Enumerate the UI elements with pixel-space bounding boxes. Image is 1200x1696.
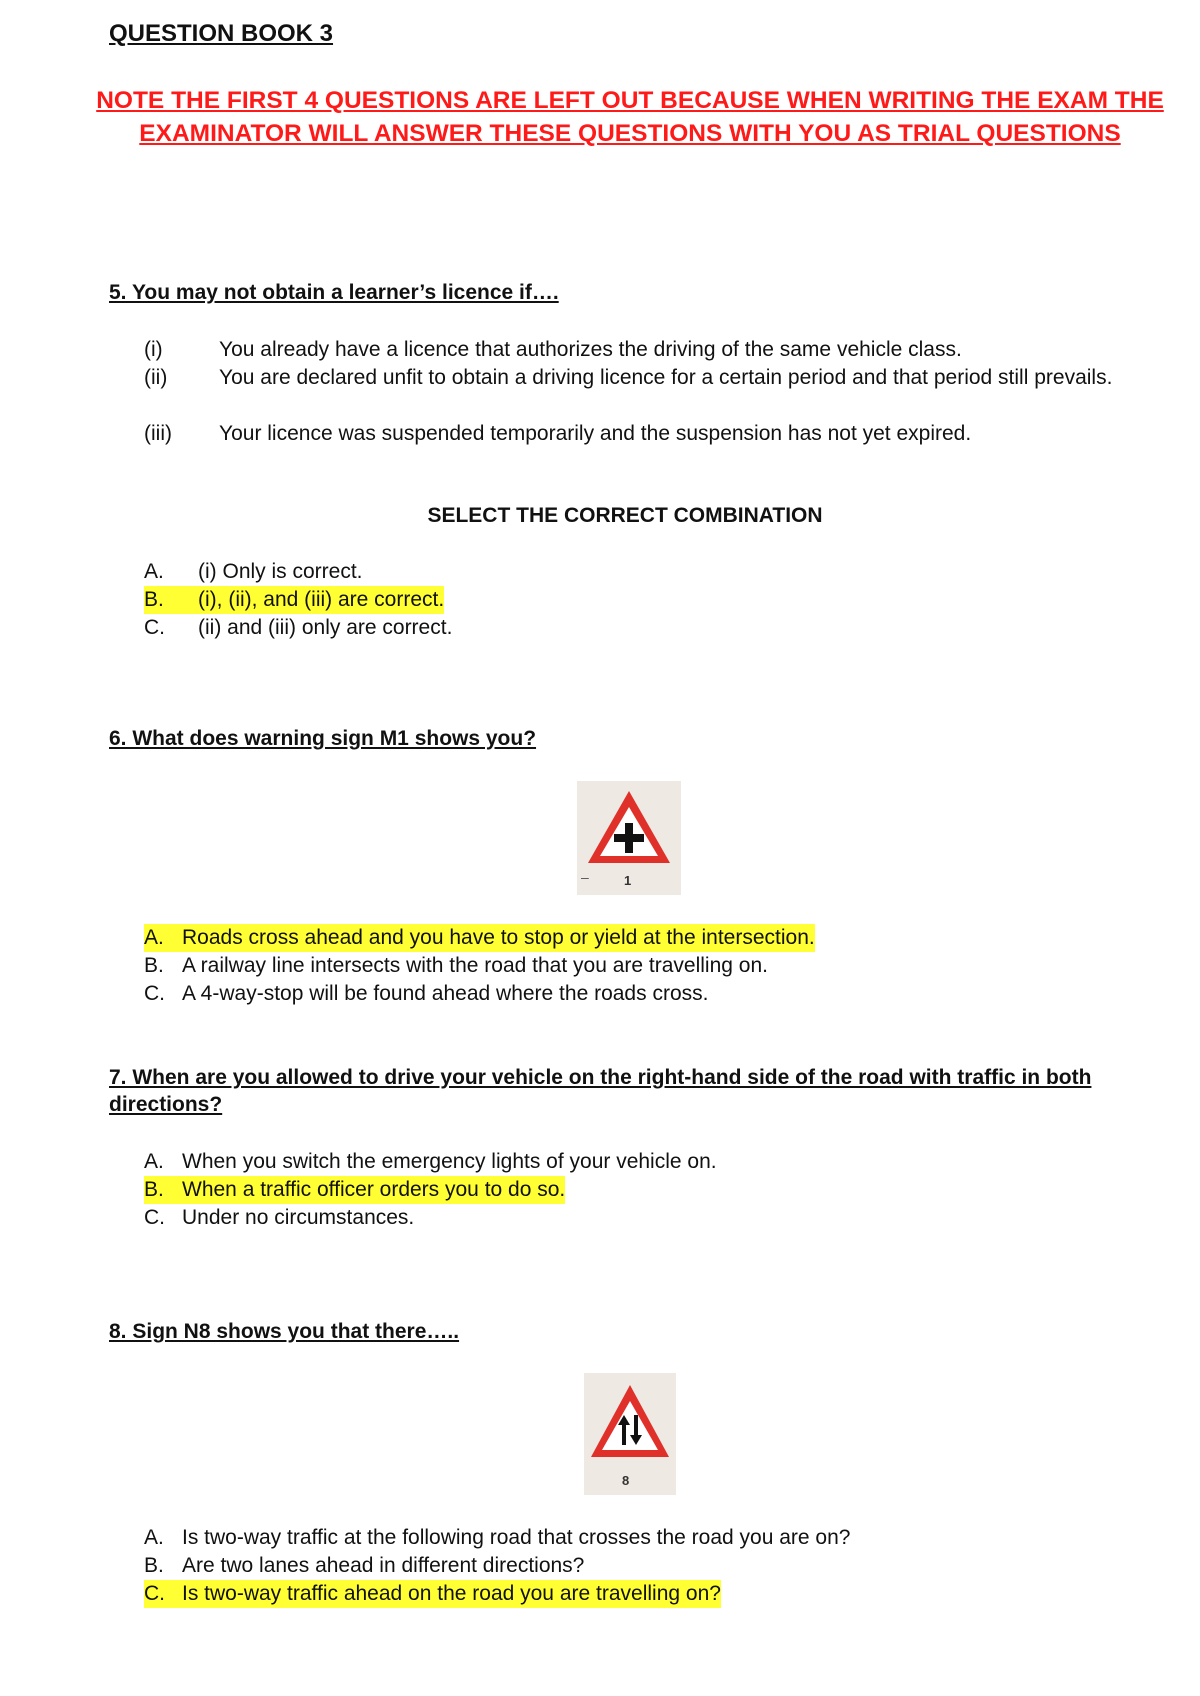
note-banner: NOTE THE FIRST 4 QUESTIONS ARE LEFT OUT BECAUSE WHEN WRITING THE EXAM THE EXAMINATOR WILL ANSWER THESE QUESTIONS WITH YOU AS TRIAL QUESTIONS <box>96 87 1164 147</box>
statement-number: (i) <box>144 338 163 361</box>
q8-option-c-correct <box>144 1580 721 1608</box>
statement-text: Your licence was suspended temporarily and the suspension has not yet expired. <box>219 422 972 445</box>
q5-heading: 5. You may not obtain a learner’s licence if…. <box>109 281 559 304</box>
q7-option-c <box>144 1204 414 1232</box>
q6-option-a-correct <box>144 924 815 952</box>
option-letter: B. <box>144 954 164 977</box>
statement-text: You already have a licence that authorizes the driving of the same vehicle class. <box>219 338 962 361</box>
option-text: Roads cross ahead and you have to stop or yield at the intersection. <box>182 926 815 949</box>
statement-text: You are declared unfit to obtain a driving licence for a certain period and that period still prevails. <box>219 366 1113 389</box>
option-text: Under no circumstances. <box>182 1206 415 1229</box>
sign-dash: – <box>581 869 589 885</box>
q7-option-b-correct <box>144 1176 565 1204</box>
option-text: Are two lanes ahead in different directions? <box>182 1554 585 1577</box>
option-letter: C. <box>144 982 165 1005</box>
q6-option-c <box>144 980 708 1008</box>
option-letter: A. <box>144 560 164 583</box>
option-text: Is two-way traffic at the following road that crosses the road you are on? <box>182 1526 851 1549</box>
option-letter: C. <box>144 616 165 639</box>
option-text: A railway line intersects with the road that you are travelling on. <box>182 954 768 977</box>
q5-option-b-correct <box>144 586 444 614</box>
option-text: When you switch the emergency lights of your vehicle on. <box>182 1150 717 1173</box>
sign-number: 8 <box>622 1473 630 1488</box>
q5-statement <box>144 336 1119 364</box>
q7-heading: 7. When are you allowed to drive your vehicle on the right-hand side of the road with traffic in both directions? <box>109 1066 1092 1116</box>
statement-number: (iii) <box>144 422 172 445</box>
option-letter: B. <box>144 588 164 611</box>
q5-subheading: SELECT THE CORRECT COMBINATION <box>427 504 823 527</box>
option-letter: A. <box>144 1526 164 1549</box>
option-text: (ii) and (iii) only are correct. <box>198 616 453 639</box>
sign-n8-image <box>584 1373 676 1495</box>
option-text: (i) Only is correct. <box>198 560 363 583</box>
q7-option-a <box>144 1148 717 1176</box>
q6-heading: 6. What does warning sign M1 shows you? <box>109 727 537 750</box>
option-text: (i), (ii), and (iii) are correct. <box>198 588 445 611</box>
q8-option-a <box>144 1524 850 1552</box>
q5-statement <box>144 364 1119 392</box>
option-letter: A. <box>144 926 164 949</box>
option-letter: C. <box>144 1582 165 1605</box>
page-title: QUESTION BOOK 3 <box>109 20 334 47</box>
option-letter: C. <box>144 1206 165 1229</box>
option-letter: B. <box>144 1554 164 1577</box>
two-way-traffic-warning-icon <box>584 1373 676 1495</box>
option-text: Is two-way traffic ahead on the road you are travelling on? <box>182 1582 721 1605</box>
option-text: When a traffic officer orders you to do so. <box>182 1178 566 1201</box>
q5-option-a <box>144 558 363 586</box>
option-letter: B. <box>144 1178 164 1201</box>
sign-m1-image <box>577 781 681 895</box>
q5-statement <box>144 420 1119 448</box>
q6-option-b <box>144 952 768 980</box>
option-text: A 4-way-stop will be found ahead where the roads cross. <box>182 982 709 1005</box>
q8-heading: 8. Sign N8 shows you that there….. <box>109 1320 460 1343</box>
q5-option-c <box>144 614 452 642</box>
statement-number: (ii) <box>144 366 168 389</box>
q8-option-b <box>144 1552 584 1580</box>
sign-number: 1 <box>624 873 632 888</box>
option-letter: A. <box>144 1150 164 1173</box>
